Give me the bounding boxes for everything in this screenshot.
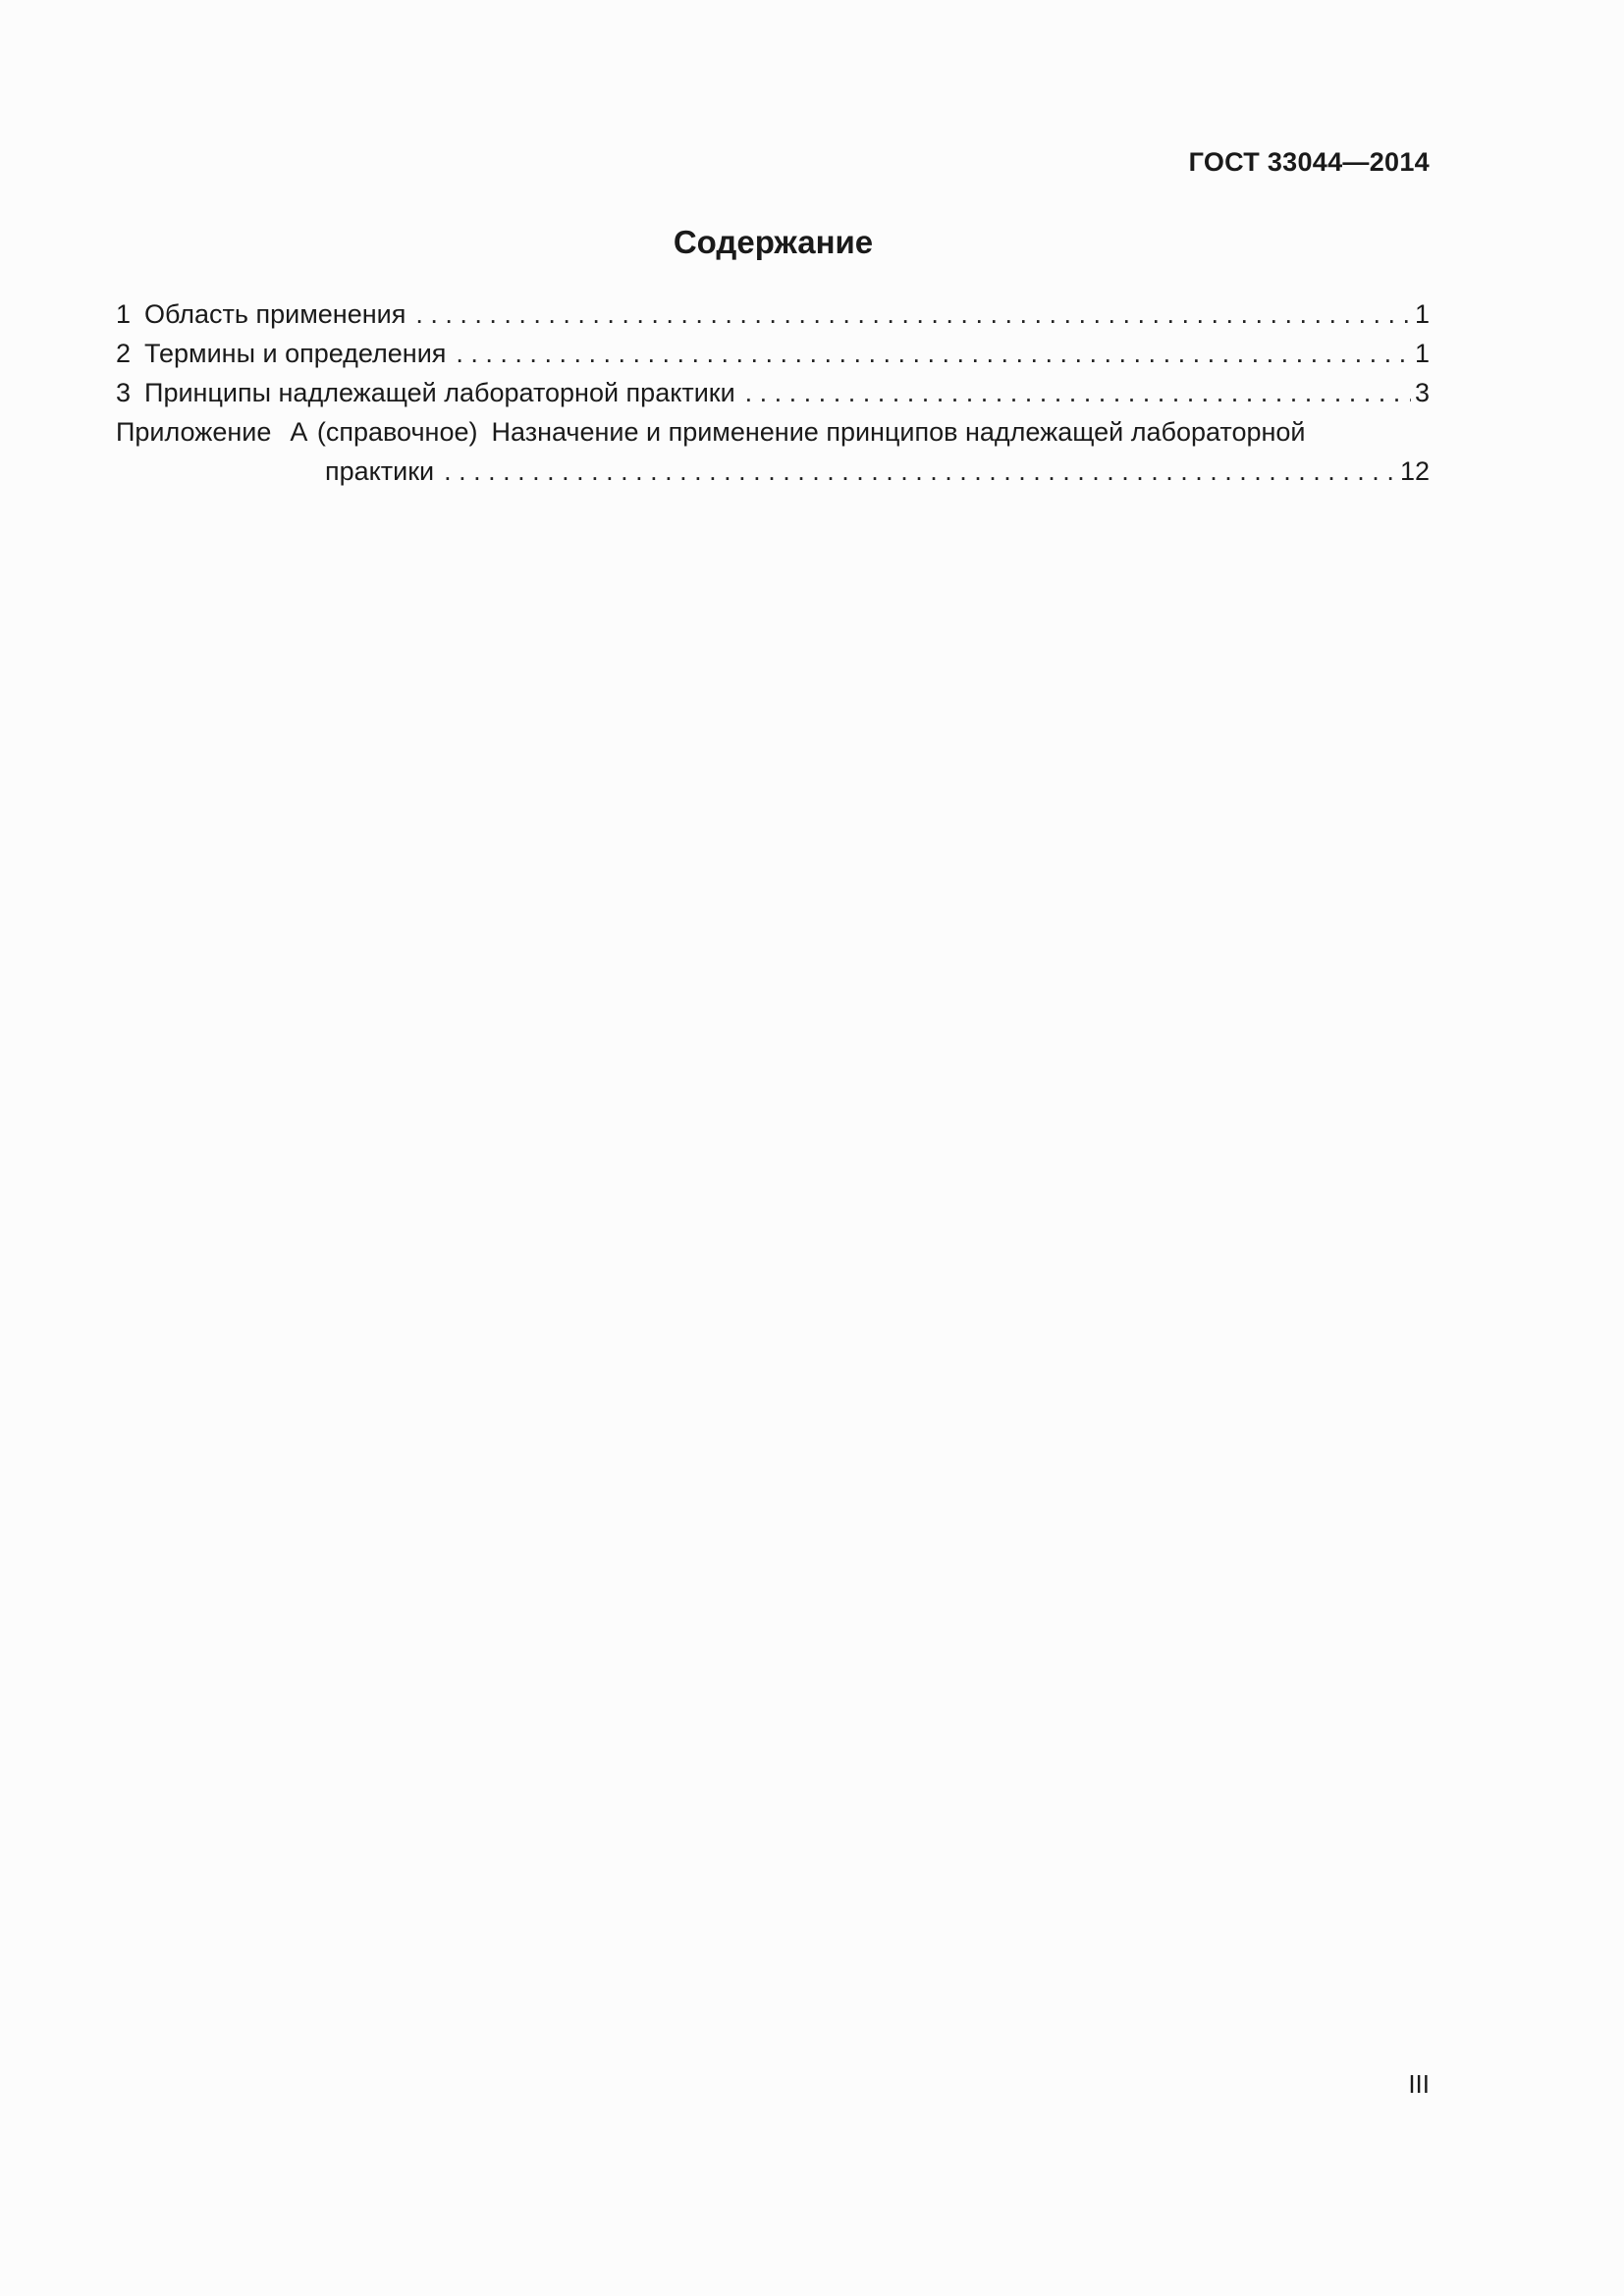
toc-entry-page: 12 (1399, 456, 1430, 486)
toc-entry-label: Термины и определения (144, 339, 447, 368)
annex-title: Назначение и применение принципов надлежащей лабораторной (491, 417, 1306, 447)
toc-entry-page: 1 (1414, 299, 1430, 329)
toc-title: Содержание (673, 224, 874, 260)
dot-leader (745, 373, 1411, 412)
toc-entry-label: Область применения (144, 299, 406, 329)
document-code: ГОСТ 33044—2014 (1188, 147, 1430, 177)
toc-entry-number: 3 (116, 378, 132, 407)
toc-entry-page: 3 (1414, 378, 1430, 407)
annex-label: Приложение А (справочное) (116, 417, 478, 447)
annex-title-continued: практики (325, 456, 435, 486)
toc-entry-label: Принципы надлежащей лабораторной практики (144, 378, 735, 407)
toc-entry[interactable] (116, 373, 1430, 412)
table-of-contents (116, 294, 1430, 491)
dot-leader (415, 294, 1411, 334)
toc-entry-number: 2 (116, 339, 132, 368)
toc-entry[interactable] (116, 294, 1430, 334)
dot-leader (444, 452, 1396, 491)
page-number: III (1408, 2069, 1430, 2099)
toc-entry-page: 1 (1414, 339, 1430, 368)
toc-entry-number: 1 (116, 299, 132, 329)
toc-entry[interactable] (116, 334, 1430, 373)
dot-leader (456, 334, 1411, 373)
toc-annex-entry[interactable] (116, 412, 1430, 491)
